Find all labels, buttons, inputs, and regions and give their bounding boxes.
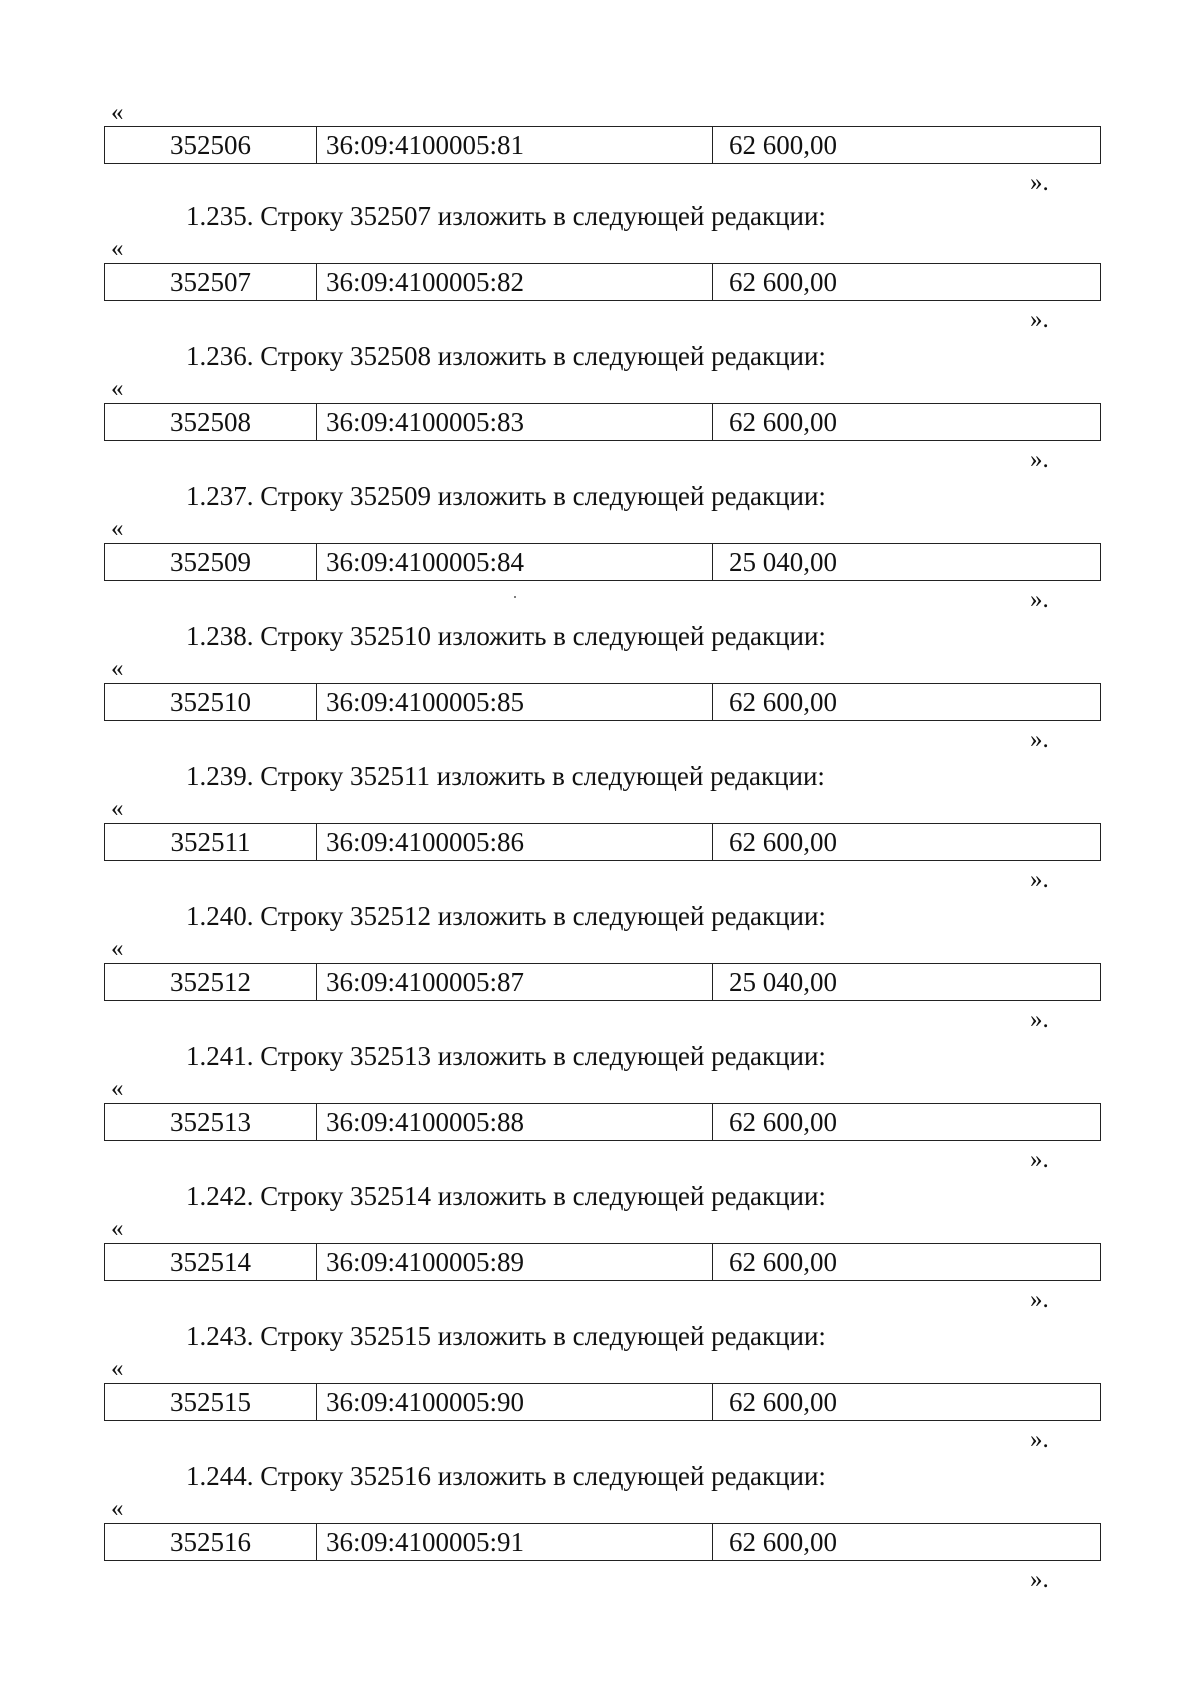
open-quote: « xyxy=(111,1495,124,1522)
open-quote: « xyxy=(111,515,124,542)
amendment-block xyxy=(0,621,1200,761)
open-quote: « xyxy=(111,1075,124,1102)
scan-speck xyxy=(514,596,516,598)
cadastral-number-cell: 36:09:4100005:88 xyxy=(317,1104,713,1141)
paragraph-text: 1.243. Строку 352515 изложить в следующей редакции: xyxy=(186,1321,826,1351)
open-quote: « xyxy=(111,1215,124,1242)
amendment-block xyxy=(0,901,1200,1041)
cadastral-number-cell: 36:09:4100005:90 xyxy=(317,1384,713,1421)
amendment-table xyxy=(104,543,1101,581)
close-quote: ». xyxy=(1030,306,1049,333)
amendment-block xyxy=(0,481,1200,621)
row-number-cell: 352512 xyxy=(105,964,317,1001)
row-number-cell: 352515 xyxy=(105,1384,317,1421)
cadastral-number-cell: 36:09:4100005:85 xyxy=(317,684,713,721)
open-quote: « xyxy=(111,935,124,962)
paragraph-text: 1.242. Строку 352514 изложить в следующей редакции: xyxy=(186,1181,826,1211)
cadastral-number-cell: 36:09:4100005:83 xyxy=(317,404,713,441)
close-quote: ». xyxy=(1030,866,1049,893)
close-quote: ». xyxy=(1030,726,1049,753)
cadastral-number-cell: 36:09:4100005:86 xyxy=(317,824,713,861)
table-row xyxy=(105,404,1101,441)
row-number-cell: 352514 xyxy=(105,1244,317,1281)
close-quote: ». xyxy=(1030,1006,1049,1033)
amendment-block xyxy=(0,1321,1200,1461)
cadastral-number-cell: 36:09:4100005:82 xyxy=(317,264,713,301)
amount-cell: 25 040,00 xyxy=(713,964,1101,1001)
amendment-table xyxy=(104,683,1101,721)
paragraph-text: 1.238. Строку 352510 изложить в следующей редакции: xyxy=(186,621,826,651)
table-row xyxy=(105,544,1101,581)
amendment-table xyxy=(104,1383,1101,1421)
table-row xyxy=(105,684,1101,721)
paragraph-text: 1.239. Строку 352511 изложить в следующей редакции: xyxy=(186,761,825,791)
row-number-cell: 352507 xyxy=(105,264,317,301)
paragraph-text: 1.241. Строку 352513 изложить в следующей редакции: xyxy=(186,1041,826,1071)
amendment-block xyxy=(0,341,1200,481)
amendment-block xyxy=(0,64,1200,204)
open-quote: « xyxy=(111,795,124,822)
close-quote: ». xyxy=(1030,1146,1049,1173)
table-row xyxy=(105,264,1101,301)
paragraph-text: 1.237. Строку 352509 изложить в следующей редакции: xyxy=(186,481,826,511)
amount-cell: 62 600,00 xyxy=(713,1244,1101,1281)
amendment-table xyxy=(104,963,1101,1001)
row-number-cell: 352509 xyxy=(105,544,317,581)
close-quote: ». xyxy=(1030,586,1049,613)
open-quote: « xyxy=(111,235,124,262)
close-quote: ». xyxy=(1030,1426,1049,1453)
amount-cell: 62 600,00 xyxy=(713,824,1101,861)
amount-cell: 62 600,00 xyxy=(713,1104,1101,1141)
amendment-table xyxy=(104,403,1101,441)
amount-cell: 62 600,00 xyxy=(713,404,1101,441)
table-row xyxy=(105,824,1101,861)
amendment-block xyxy=(0,761,1200,901)
paragraph-text: 1.240. Строку 352512 изложить в следующей редакции: xyxy=(186,901,826,931)
amount-cell: 62 600,00 xyxy=(713,264,1101,301)
paragraph-text: 1.235. Строку 352507 изложить в следующей редакции: xyxy=(186,201,826,231)
row-number-cell: 352508 xyxy=(105,404,317,441)
open-quote: « xyxy=(111,99,124,126)
paragraph-text: 1.236. Строку 352508 изложить в следующей редакции: xyxy=(186,341,826,371)
row-number-cell: 352513 xyxy=(105,1104,317,1141)
table-row xyxy=(105,1104,1101,1141)
table-row xyxy=(105,127,1101,164)
amendment-block xyxy=(0,1181,1200,1321)
cadastral-number-cell: 36:09:4100005:87 xyxy=(317,964,713,1001)
cadastral-number-cell: 36:09:4100005:91 xyxy=(317,1524,713,1561)
close-quote: ». xyxy=(1030,1566,1049,1593)
open-quote: « xyxy=(111,1355,124,1382)
amount-cell: 25 040,00 xyxy=(713,544,1101,581)
cadastral-number-cell: 36:09:4100005:81 xyxy=(317,127,713,164)
amendment-table xyxy=(104,1103,1101,1141)
close-quote: ». xyxy=(1030,169,1049,196)
amount-cell: 62 600,00 xyxy=(713,1384,1101,1421)
cadastral-number-cell: 36:09:4100005:89 xyxy=(317,1244,713,1281)
amount-cell: 62 600,00 xyxy=(713,127,1101,164)
paragraph-text: 1.244. Строку 352516 изложить в следующей редакции: xyxy=(186,1461,826,1491)
amount-cell: 62 600,00 xyxy=(713,1524,1101,1561)
close-quote: ». xyxy=(1030,1286,1049,1313)
amendment-table xyxy=(104,126,1101,164)
amendment-table xyxy=(104,1523,1101,1561)
open-quote: « xyxy=(111,375,124,402)
cadastral-number-cell: 36:09:4100005:84 xyxy=(317,544,713,581)
close-quote: ». xyxy=(1030,446,1049,473)
amendment-table xyxy=(104,1243,1101,1281)
amendment-block xyxy=(0,201,1200,341)
row-number-cell: 352510 xyxy=(105,684,317,721)
table-row xyxy=(105,1244,1101,1281)
open-quote: « xyxy=(111,655,124,682)
table-row xyxy=(105,1524,1101,1561)
amount-cell: 62 600,00 xyxy=(713,684,1101,721)
table-row xyxy=(105,1384,1101,1421)
table-row xyxy=(105,964,1101,1001)
amendment-table xyxy=(104,823,1101,861)
row-number-cell: 352511 xyxy=(105,824,317,861)
amendment-block xyxy=(0,1041,1200,1181)
row-number-cell: 352506 xyxy=(105,127,317,164)
amendment-table xyxy=(104,263,1101,301)
amendment-block xyxy=(0,1461,1200,1601)
row-number-cell: 352516 xyxy=(105,1524,317,1561)
